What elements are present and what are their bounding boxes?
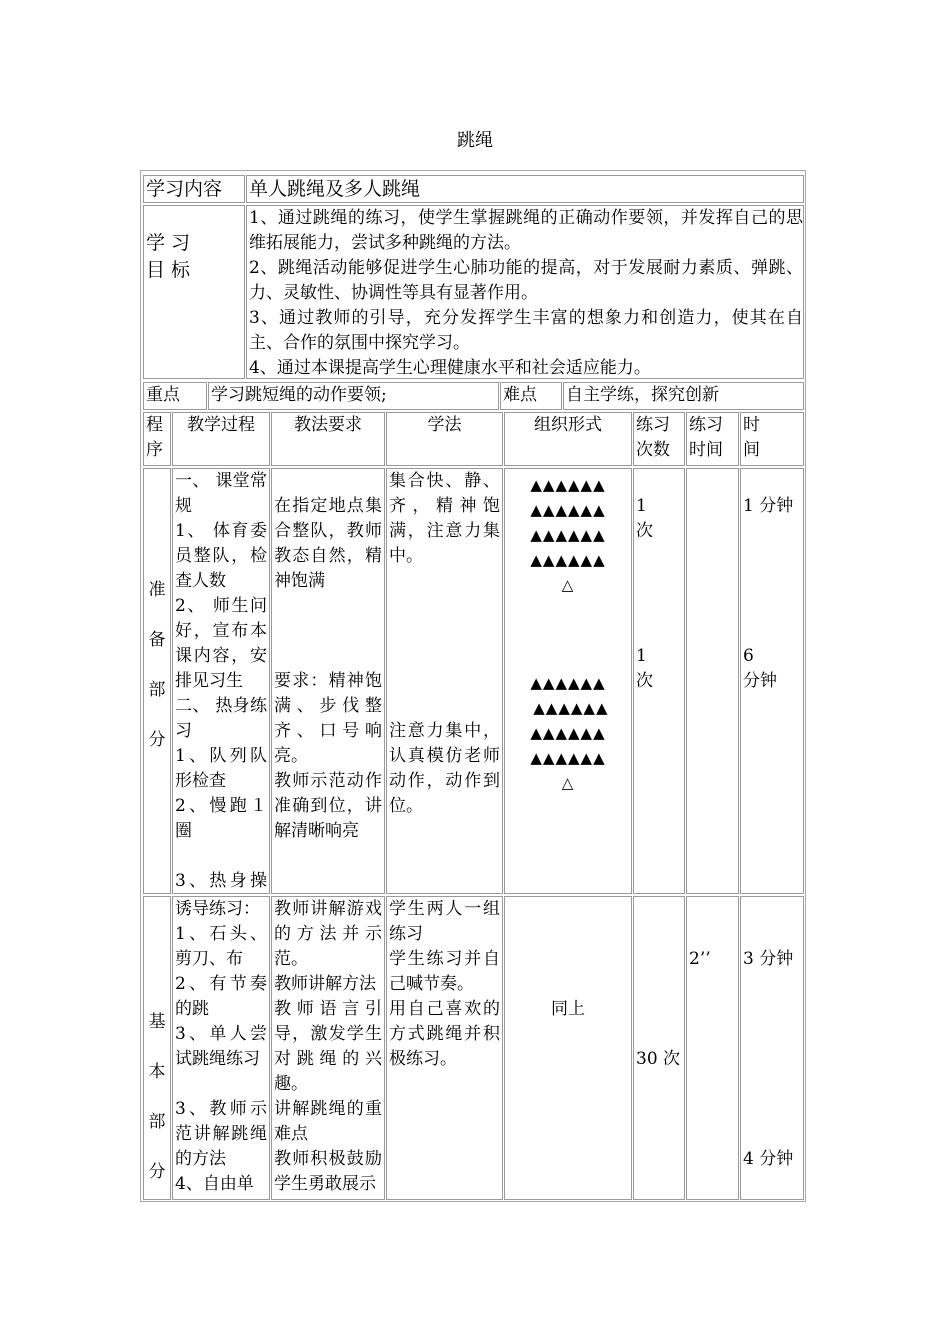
lesson-plan-table (140, 170, 806, 1202)
prep-count-1: 1 次 (636, 496, 653, 541)
prep-method-cell (271, 468, 385, 894)
difficulty-value: 自主学练，探究创新 (563, 382, 804, 410)
formation-row: ▲▲▲▲▲▲ (530, 551, 606, 569)
goals-label-line2: 目 标 (146, 259, 191, 281)
formation-2 (505, 671, 631, 796)
header-time: 时间 (740, 412, 804, 466)
prep-count-2: 1 次 (636, 646, 653, 691)
header-practice-time: 练习时间 (686, 412, 739, 466)
teacher-marker: △ (561, 774, 575, 792)
goal-item: 4、通过本课提高学生心理健康水平和社会适应能力。 (249, 358, 651, 378)
key-label: 重点 (143, 382, 207, 410)
teacher-marker: △ (561, 576, 575, 594)
header-method: 教法要求 (271, 412, 385, 466)
basic-organization: 同上 (504, 896, 632, 1200)
prep-time-2: 6 分钟 (743, 646, 777, 691)
difficulty-label: 难点 (500, 382, 562, 410)
section-basic: 基 本 部 分 (143, 896, 171, 1200)
prep-learning-1: 集合快、静、齐，精神饱满，注意力集中。 (389, 471, 500, 566)
header-learning: 学法 (386, 412, 503, 466)
formation-row: ▲▲▲▲▲▲ (530, 674, 606, 692)
goal-item: 1、通过跳绳的练习，使学生掌握跳绳的正确动作要领，并发挥自己的思维拓展能力，尝试多种跳绳的方法。 (249, 208, 803, 253)
prep-organization-cell (504, 468, 632, 894)
formation-1 (505, 473, 631, 598)
basic-process: 诱导练习： 1、石头、剪刀、布 2、有节奏的跳 3、单人尝试跳绳练习 3、教师示范讲解跳绳的方法 4、自由单 (172, 896, 270, 1200)
basic-method: 教师讲解游戏的方法并示范。 教师讲解方法 教师语言引导，激发学生对跳绳的兴趣。 讲解跳绳的重难点 教师积极鼓励学生勇敢展示 (271, 896, 385, 1200)
header-order: 程序 (143, 412, 171, 466)
basic-time-1: 3 分钟 (743, 949, 794, 969)
prep-time-cell (740, 468, 804, 894)
content-value: 单人跳绳及多人跳绳 (246, 175, 804, 203)
formation-row: ▲▲▲▲▲▲ (530, 501, 606, 519)
section-prep: 准 备 部 分 (143, 468, 171, 894)
goal-item: 2、跳绳活动能够促进学生心肺功能的提高，对于发展耐力素质、弹跳、力、灵敏性、协调性等具有显著作用。 (249, 258, 803, 303)
goals-label-line1: 学 习 (146, 232, 191, 254)
key-value: 学习跳短绳的动作要领; (208, 382, 499, 410)
formation-row: ▲▲▲▲▲▲ (530, 526, 606, 544)
content-label: 学习内容 (143, 175, 245, 203)
page-title: 跳绳 (457, 130, 493, 151)
formation-row: ▲▲▲▲▲▲ (527, 699, 609, 717)
basic-time-cell (740, 896, 804, 1200)
basic-time-2: 4 分钟 (743, 1149, 794, 1169)
basic-practice-time: 2’’ (686, 896, 739, 1200)
prep-learning-cell (386, 468, 503, 894)
goals-label-cell (143, 205, 245, 379)
header-organization: 组织形式 (504, 412, 632, 466)
basic-learning: 学生两人一组练习 学生练习并自己喊节奏。 用自己喜欢的方式跳绳并积极练习。 (386, 896, 503, 1200)
prep-method-1: 在指定地点集合整队，教师教态自然，精神饱满 (274, 496, 382, 591)
goals-list (246, 205, 804, 379)
prep-method-2: 要求：精神饱满、步伐整齐、口号响亮。 教师示范动作准确到位，讲解清晰响亮 (274, 671, 382, 841)
prep-process: 一、 课堂常规 1、 体育委员整队，检查人数 2、 师生问好，宣布本课内容，安排见习生 二、 热身练习 1、队列队形检查 2、慢跑１圈 3、热身操 (172, 468, 270, 894)
formation-row: ▲▲▲▲▲▲ (530, 476, 606, 494)
basic-count: 30 次 (633, 896, 685, 1200)
goal-item: 3、通过教师的引导，充分发挥学生丰富的想象力和创造力，使其在自主、合作的氛围中探究学习。 (249, 308, 803, 353)
formation-row: ▲▲▲▲▲▲ (530, 724, 606, 742)
prep-practice-time-cell (686, 468, 739, 894)
prep-time-1: 1 分钟 (743, 496, 794, 516)
prep-learning-2: 注意力集中，认真模仿老师动作，动作到位。 (389, 721, 500, 816)
header-count: 练习次数 (633, 412, 685, 466)
formation-row: ▲▲▲▲▲▲ (530, 749, 606, 767)
header-process: 教学过程 (172, 412, 270, 466)
prep-count-cell (633, 468, 685, 894)
